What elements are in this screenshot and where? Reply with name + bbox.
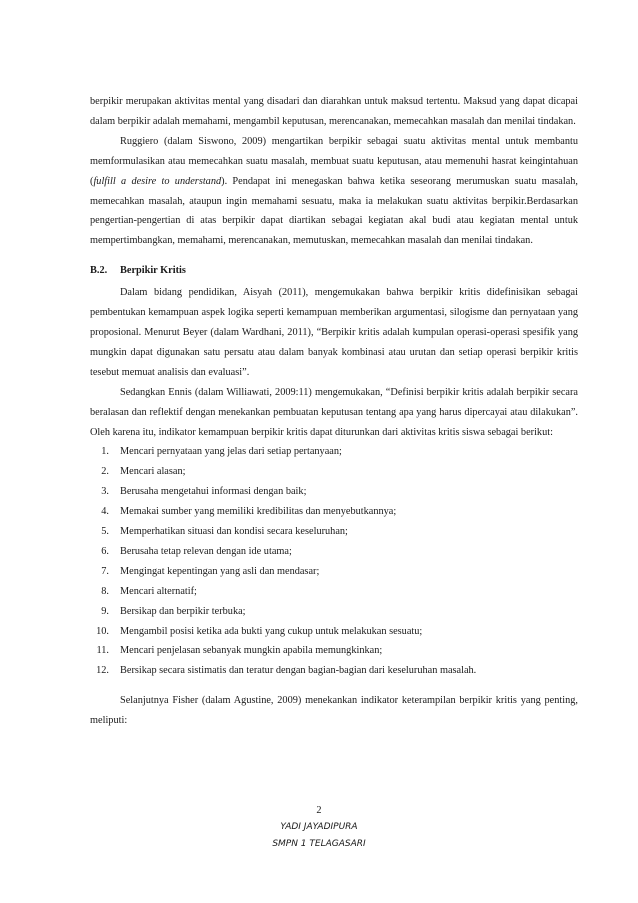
paragraph-ennis: Sedangkan Ennis (dalam Williawati, 2009:11) mengemukakan, “Definisi berpikir kritis adalah berpikir secara beralasan dan reflektif dengan menekankan pembuatan keputusan tentang apa yang harus dipercayai atau dilakukan”. Oleh karena itu, indikator kemampuan berpikir kritis dapat diturunkan dari aktivitas kritis siswa sebagai berikut:	[90, 386, 578, 438]
indicator-text: Berusaha tetap relevan dengan ide utama;	[120, 545, 292, 557]
indicator-item	[90, 641, 578, 661]
indicator-item	[90, 602, 578, 622]
indicator-item	[90, 582, 578, 602]
indicator-number: 2.	[101, 466, 109, 478]
indicator-text: Bersikap secara sistimatis dan teratur dengan bagian-bagian dari keseluruhan masalah.	[120, 665, 477, 677]
indicator-text: Berusaha mengetahui informasi dengan baik;	[120, 486, 307, 498]
indicator-item	[90, 522, 578, 542]
paragraph-fisher: Selanjutnya Fisher (dalam Agustine, 2009) menekankan indikator keterampilan berpikir kritis yang penting, meliputi:	[90, 695, 578, 727]
page-number: 2	[316, 805, 322, 816]
indicator-number: 8.	[101, 585, 109, 597]
paragraph-ruggiero-italic: fulfill a desire to understand	[93, 175, 222, 187]
indicator-text: Mengingat kepentingan yang asli dan mendasar;	[120, 565, 320, 577]
paragraph-aisyah: Dalam bidang pendidikan, Aisyah (2011), mengemukakan bahwa berpikir kritis didefinisikan sebagai pembentukan kemampuan aspek logika seperti kemampuan memberikan argumentasi, silogisme dan pernyataan yang proposional. Menurut Beyer (dalam Wardhani, 2011), “Berpikir kritis adalah kumpulan operasi-operasi spesifik yang mungkin dapat digunakan satu persatu atau dalam banyak kombinasi atau urutan dan setiap operasi berpikir kritis tesebut memuat analisis dan evaluasi”.	[90, 287, 578, 378]
indicator-text: Mencari alternatif;	[120, 585, 197, 597]
indicator-number: 12.	[96, 665, 109, 677]
indicator-number: 1.	[101, 446, 109, 458]
indicator-list	[90, 442, 578, 681]
page-content	[90, 92, 578, 731]
indicator-number: 3.	[101, 486, 109, 498]
indicator-item	[90, 502, 578, 522]
indicator-number: 4.	[101, 506, 109, 518]
indicator-text: Bersikap dan berpikir terbuka;	[120, 605, 246, 617]
footer-school: SMPN 1 TELAGASARI	[272, 839, 366, 849]
page-footer	[0, 802, 638, 853]
indicator-text: Mencari alasan;	[120, 466, 186, 478]
paragraph-ruggiero-part-2: ). Pendapat ini menegaskan bahwa ketika seseorang merumuskan suatu masalah, memecahkan masalah, ataupun ingin memahami sesuatu, maka ia melakukan suatu aktivitas berpikir.Berdasarkan pengertian-pengertian di atas berpikir dapat diartikan sebagai kegiatan akal budi atau kegiatan mental untuk mempertimbangkan, memahami, merencanakan, memutuskan, memecahkan masalah dan menilai tindakan.	[90, 175, 579, 247]
indicator-text: Mencari penjelasan sebanyak mungkin apabila memungkinkan;	[120, 645, 383, 657]
indicator-text: Memperhatikan situasi dan kondisi secara keseluruhan;	[120, 526, 348, 538]
section-title: Berpikir Kritis	[120, 265, 186, 277]
paragraph-ruggiero	[90, 132, 578, 251]
footer-author: YADI JAYADIPURA	[280, 822, 358, 832]
indicator-number: 6.	[101, 545, 109, 557]
indicator-item	[90, 482, 578, 502]
indicator-number: 11.	[96, 645, 109, 657]
section-heading	[90, 261, 578, 281]
paragraph-intro: berpikir merupakan aktivitas mental yang disadari dan diarahkan untuk maksud tertentu. Maksud yang dapat dicapai dalam berpikir adalah memahami, mengambil keputusan, merencanakan, memecahkan masalah dan menilai tindakan.	[90, 96, 578, 127]
indicator-number: 9.	[101, 605, 109, 617]
indicator-text: Mencari pernyataan yang jelas dari setiap pertanyaan;	[120, 446, 342, 458]
section-number: B.2.	[90, 265, 108, 277]
indicator-number: 5.	[101, 526, 109, 538]
indicator-item	[90, 462, 578, 482]
indicator-item	[90, 542, 578, 562]
indicator-item	[90, 622, 578, 642]
indicator-item	[90, 562, 578, 582]
paragraph-ruggiero-part-1: Ruggiero (dalam Siswono, 2009) mengartikan berpikir sebagai suatu aktivitas mental untuk membantu memformulasikan atau memecahkan suatu masalah, membuat suatu keputusan, atau memenuhi hasrat keingintahuan (	[90, 135, 578, 187]
indicator-item	[90, 442, 578, 462]
indicator-number: 10.	[96, 625, 109, 637]
indicator-number: 7.	[101, 565, 109, 577]
indicator-text: Memakai sumber yang memiliki kredibilitas dan menyebutkannya;	[120, 506, 397, 518]
indicator-item	[90, 661, 578, 681]
indicator-text: Mengambil posisi ketika ada bukti yang cukup untuk melakukan sesuatu;	[120, 625, 423, 637]
